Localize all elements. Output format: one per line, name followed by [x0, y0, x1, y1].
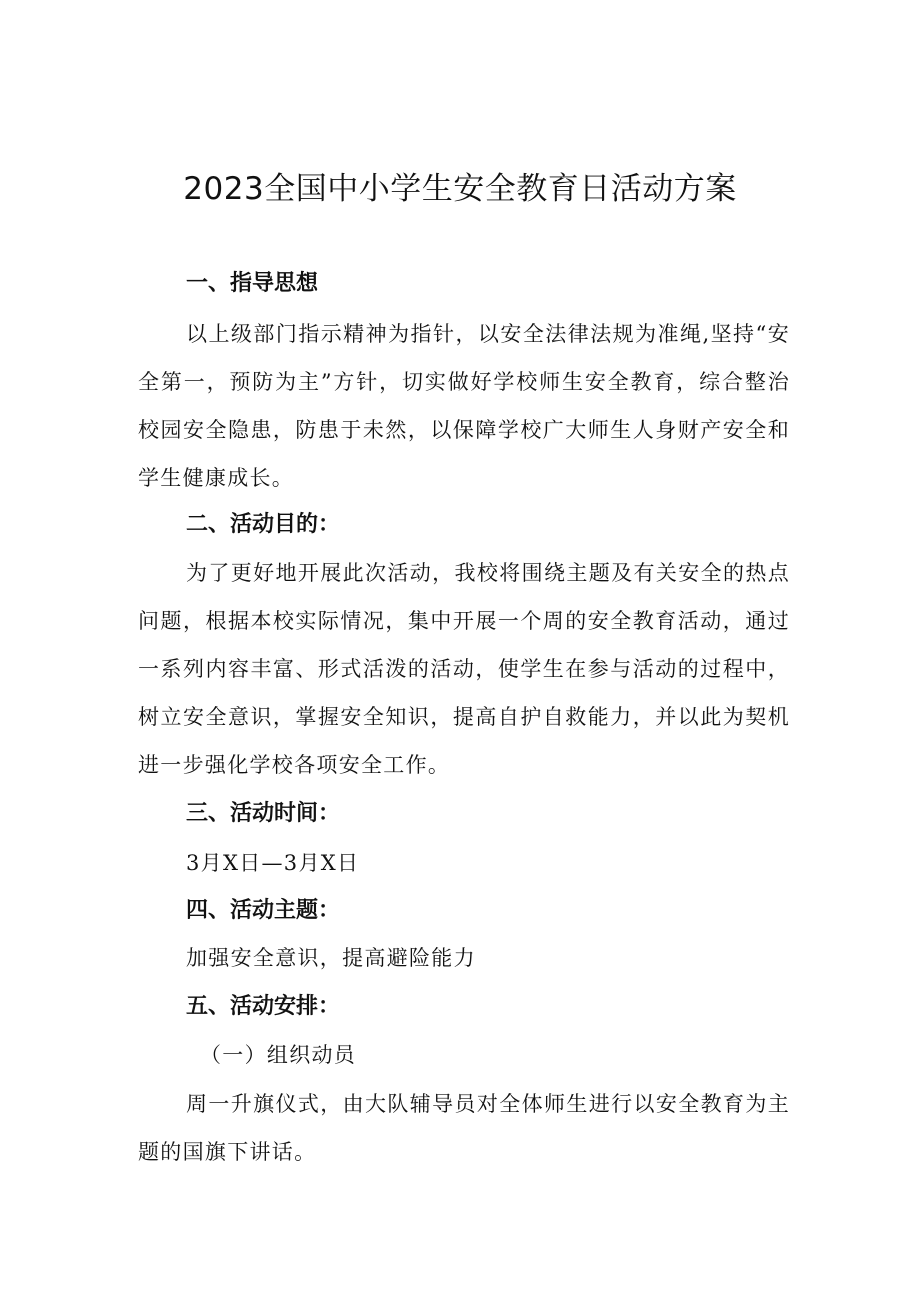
- subsection-heading-mobilization: （一）组织动员: [200, 1043, 357, 1067]
- section-body-activity-theme: 加强安全意识，提高避险能力: [186, 946, 476, 970]
- section-body-activity-purpose: 为了更好地开展此次活动，我校将围绕主题及有关安全的热点问题，根据本校实际情况，集中开展一个周的安全教育活动，通过一系列内容丰富、形式活泼的活动，使学生在参与活动的过程中，树立安全意识，掌握安全知识，提高自护自救能力，并以此为契机进一步强化学校各项安全工作。: [138, 561, 790, 777]
- section-body-guiding-ideology: 以上级部门指示精神为指针，以安全法律法规为准绳,坚持“安全第一，预防为主”方针，切实做好学校师生安全教育，综合整治校园安全隐患，防患于未然，以保障学校广大师生人身财产安全和学生健康成长。: [138, 322, 790, 490]
- section-heading-guiding-ideology: 一、指导思想: [186, 271, 319, 296]
- section-heading-activity-time: 三、活动时间：: [186, 801, 341, 826]
- section-heading-activity-purpose: 二、活动目的：: [186, 512, 341, 537]
- section-body-activity-arrangement: 周一升旗仪式，由大队辅导员对全体师生进行以安全教育为主题的国旗下讲话。: [138, 1092, 790, 1164]
- section-body-activity-time: 3月X日—3月X日: [186, 851, 360, 875]
- document-title: 2023全国中小学生安全教育日活动方案: [183, 171, 737, 207]
- section-heading-activity-arrangement: 五、活动安排：: [186, 994, 341, 1019]
- section-heading-activity-theme: 四、活动主题：: [186, 898, 341, 923]
